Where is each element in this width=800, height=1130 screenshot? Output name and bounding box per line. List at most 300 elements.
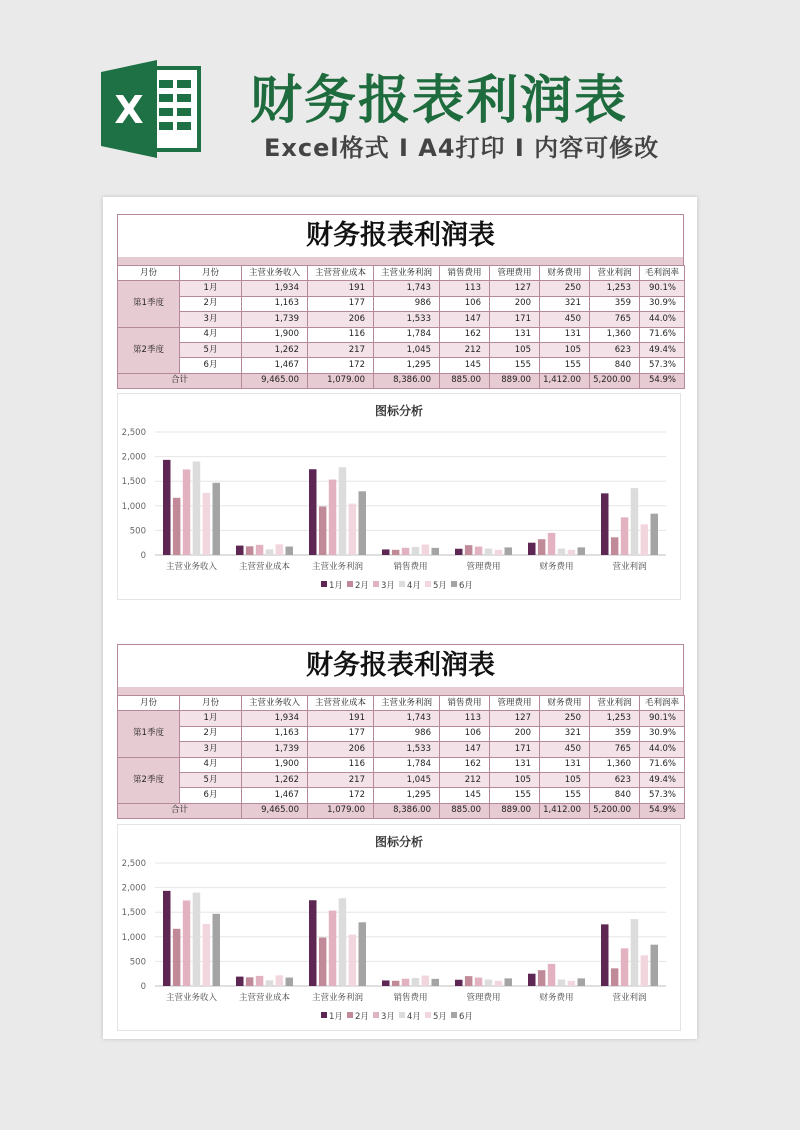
value-cell: 49.4% xyxy=(640,342,685,357)
bar xyxy=(193,462,201,555)
table-row xyxy=(118,327,685,342)
value-cell: 1,360 xyxy=(590,327,640,342)
total-cell: 1,079.00 xyxy=(308,803,374,818)
total-cell: 54.9% xyxy=(640,373,685,388)
total-cell: 889.00 xyxy=(490,803,540,818)
x-tick-label: 财务费用 xyxy=(539,562,574,572)
value-cell: 155 xyxy=(490,788,540,803)
value-cell: 113 xyxy=(440,711,490,726)
chart-title: 图标分析 xyxy=(374,404,424,418)
y-tick-label: 2,500 xyxy=(121,859,146,869)
value-cell: 30.9% xyxy=(640,296,685,311)
bar-chart xyxy=(117,393,681,600)
legend-swatch xyxy=(425,581,431,587)
value-cell: 1,360 xyxy=(590,757,640,772)
bar xyxy=(382,980,390,986)
bar xyxy=(651,945,659,986)
value-cell: 359 xyxy=(590,726,640,741)
table-row xyxy=(118,296,685,311)
bar xyxy=(412,547,420,555)
legend-label: 4月 xyxy=(407,1012,421,1022)
table-row xyxy=(118,281,685,296)
bar xyxy=(455,980,463,986)
bar xyxy=(392,981,400,986)
table-row xyxy=(118,726,685,741)
legend-swatch xyxy=(373,581,379,587)
bar xyxy=(465,976,473,986)
bar xyxy=(475,978,483,986)
value-cell: 172 xyxy=(308,358,374,373)
month-cell: 1月 xyxy=(180,281,242,296)
bar xyxy=(465,545,473,555)
bar xyxy=(578,978,586,986)
bar xyxy=(246,546,254,555)
bar xyxy=(339,898,347,986)
value-cell: 1,163 xyxy=(242,296,308,311)
bar xyxy=(548,533,556,555)
column-header: 主营营业成本 xyxy=(308,266,374,281)
bar xyxy=(621,517,629,555)
header-row xyxy=(118,696,685,711)
value-cell: 116 xyxy=(308,757,374,772)
value-cell: 217 xyxy=(308,342,374,357)
legend-swatch xyxy=(451,581,457,587)
bar xyxy=(538,539,546,555)
month-cell: 2月 xyxy=(180,726,242,741)
bar xyxy=(266,549,274,555)
legend-label: 3月 xyxy=(381,1012,395,1022)
x-tick-label: 营业利润 xyxy=(612,993,647,1003)
legend-swatch xyxy=(347,581,353,587)
y-tick-label: 1,000 xyxy=(121,501,146,512)
bar xyxy=(329,480,337,555)
bar xyxy=(528,543,536,555)
bar xyxy=(183,900,191,986)
column-header: 毛利润率 xyxy=(640,696,685,711)
column-header: 主营营业成本 xyxy=(308,696,374,711)
total-cell: 5,200.00 xyxy=(590,803,640,818)
bar xyxy=(495,981,503,986)
table-row xyxy=(118,711,685,726)
value-cell: 840 xyxy=(590,788,640,803)
header-row xyxy=(118,266,685,281)
month-cell: 3月 xyxy=(180,312,242,327)
table-row xyxy=(118,358,685,373)
table-row xyxy=(118,342,685,357)
value-cell: 172 xyxy=(308,788,374,803)
bar xyxy=(485,549,493,555)
total-cell: 885.00 xyxy=(440,803,490,818)
month-cell: 6月 xyxy=(180,788,242,803)
value-cell: 116 xyxy=(308,327,374,342)
legend-swatch xyxy=(321,1012,327,1018)
value-cell: 105 xyxy=(490,342,540,357)
total-cell: 1,412.00 xyxy=(540,803,590,818)
bar xyxy=(412,978,420,986)
value-cell: 1,045 xyxy=(374,772,440,787)
excel-logo-icon xyxy=(101,60,203,158)
total-cell: 9,465.00 xyxy=(242,373,308,388)
value-cell: 1,253 xyxy=(590,711,640,726)
legend-label: 6月 xyxy=(459,1012,473,1022)
month-cell: 4月 xyxy=(180,757,242,772)
quarter-cell: 第1季度 xyxy=(118,711,180,757)
value-cell: 1,533 xyxy=(374,312,440,327)
value-cell: 147 xyxy=(440,312,490,327)
value-cell: 1,934 xyxy=(242,281,308,296)
value-cell: 131 xyxy=(540,327,590,342)
column-header: 管理费用 xyxy=(490,266,540,281)
bar xyxy=(422,976,430,986)
value-cell: 1,739 xyxy=(242,742,308,757)
value-cell: 206 xyxy=(308,742,374,757)
legend-label: 4月 xyxy=(407,581,421,591)
value-cell: 113 xyxy=(440,281,490,296)
legend-label: 3月 xyxy=(381,581,395,591)
bar xyxy=(485,980,493,986)
bar xyxy=(213,483,221,555)
value-cell: 162 xyxy=(440,757,490,772)
value-cell: 1,934 xyxy=(242,711,308,726)
column-header: 营业利润 xyxy=(590,696,640,711)
value-cell: 1,045 xyxy=(374,342,440,357)
column-header: 营业利润 xyxy=(590,266,640,281)
bar xyxy=(651,514,659,555)
value-cell: 171 xyxy=(490,742,540,757)
value-cell: 200 xyxy=(490,726,540,741)
bar xyxy=(319,937,327,986)
value-cell: 191 xyxy=(308,711,374,726)
y-tick-label: 500 xyxy=(129,526,146,537)
month-cell: 5月 xyxy=(180,342,242,357)
value-cell: 131 xyxy=(490,757,540,772)
value-cell: 90.1% xyxy=(640,281,685,296)
bar xyxy=(505,547,513,555)
value-cell: 217 xyxy=(308,772,374,787)
value-cell: 1,900 xyxy=(242,757,308,772)
sheet-title: 财务报表利润表 xyxy=(117,644,684,687)
table-row xyxy=(118,788,685,803)
table-row xyxy=(118,742,685,757)
value-cell: 765 xyxy=(590,312,640,327)
x-tick-label: 销售费用 xyxy=(393,562,428,572)
value-cell: 57.3% xyxy=(640,788,685,803)
value-cell: 1,900 xyxy=(242,327,308,342)
bar-chart xyxy=(117,824,681,1031)
bar xyxy=(611,968,619,986)
value-cell: 840 xyxy=(590,358,640,373)
x-tick-label: 财务费用 xyxy=(539,993,574,1003)
column-header: 财务费用 xyxy=(540,266,590,281)
column-header: 财务费用 xyxy=(540,696,590,711)
column-header: 管理费用 xyxy=(490,696,540,711)
value-cell: 155 xyxy=(540,358,590,373)
x-tick-label: 主营业务利润 xyxy=(311,993,364,1003)
y-tick-label: 500 xyxy=(129,957,146,968)
total-cell: 9,465.00 xyxy=(242,803,308,818)
value-cell: 177 xyxy=(308,726,374,741)
y-tick-label: 1,500 xyxy=(121,477,146,488)
bar xyxy=(402,979,410,986)
column-header: 月份 xyxy=(118,696,180,711)
x-tick-label: 管理费用 xyxy=(466,993,501,1003)
legend-swatch xyxy=(451,1012,457,1018)
x-tick-label: 销售费用 xyxy=(393,993,428,1003)
value-cell: 71.6% xyxy=(640,757,685,772)
bar xyxy=(432,979,440,986)
bar xyxy=(578,547,586,555)
bar xyxy=(432,548,440,555)
legend-swatch xyxy=(321,581,327,587)
bar xyxy=(505,978,513,986)
value-cell: 450 xyxy=(540,742,590,757)
column-header: 销售费用 xyxy=(440,696,490,711)
value-cell: 191 xyxy=(308,281,374,296)
column-header: 主营业务利润 xyxy=(374,696,440,711)
value-cell: 155 xyxy=(490,358,540,373)
value-cell: 1,262 xyxy=(242,772,308,787)
report-table xyxy=(117,265,685,389)
legend-swatch xyxy=(399,581,405,587)
bar xyxy=(203,493,211,555)
month-cell: 2月 xyxy=(180,296,242,311)
month-cell: 6月 xyxy=(180,358,242,373)
value-cell: 986 xyxy=(374,296,440,311)
quarter-cell: 第2季度 xyxy=(118,327,180,373)
bar xyxy=(246,977,254,986)
column-header: 月份 xyxy=(118,266,180,281)
value-cell: 145 xyxy=(440,358,490,373)
value-cell: 127 xyxy=(490,711,540,726)
bar xyxy=(173,929,181,986)
value-cell: 986 xyxy=(374,726,440,741)
total-cell: 8,386.00 xyxy=(374,373,440,388)
quarter-cell: 第2季度 xyxy=(118,757,180,803)
bar xyxy=(601,924,609,986)
value-cell: 105 xyxy=(490,772,540,787)
y-tick-label: 2,000 xyxy=(121,452,146,463)
value-cell: 321 xyxy=(540,296,590,311)
table-row xyxy=(118,757,685,772)
value-cell: 162 xyxy=(440,327,490,342)
value-cell: 106 xyxy=(440,296,490,311)
legend-swatch xyxy=(425,1012,431,1018)
bar xyxy=(359,922,367,986)
value-cell: 1,784 xyxy=(374,327,440,342)
bar xyxy=(475,547,483,555)
title-strip xyxy=(117,257,684,265)
bar xyxy=(641,524,649,555)
sheet-title: 财务报表利润表 xyxy=(117,214,684,257)
value-cell: 44.0% xyxy=(640,742,685,757)
bar xyxy=(538,970,546,986)
x-tick-label: 主营业务收入 xyxy=(165,993,218,1003)
bar xyxy=(558,549,566,555)
bar xyxy=(631,488,639,555)
total-label: 合计 xyxy=(118,373,242,388)
x-tick-label: 主营营业成本 xyxy=(238,993,291,1003)
total-cell: 5,200.00 xyxy=(590,373,640,388)
bar xyxy=(558,980,566,986)
bar xyxy=(286,547,294,555)
value-cell: 1,467 xyxy=(242,358,308,373)
bar xyxy=(349,504,357,555)
bar xyxy=(163,460,171,555)
value-cell: 200 xyxy=(490,296,540,311)
value-cell: 155 xyxy=(540,788,590,803)
month-cell: 4月 xyxy=(180,327,242,342)
legend-label: 6月 xyxy=(459,581,473,591)
legend-label: 1月 xyxy=(329,581,343,591)
bar xyxy=(213,914,221,986)
value-cell: 131 xyxy=(540,757,590,772)
legend-label: 2月 xyxy=(355,1012,369,1022)
bar xyxy=(203,924,211,986)
x-tick-label: 主营业务利润 xyxy=(311,562,364,572)
y-tick-label: 1,000 xyxy=(121,932,146,943)
value-cell: 623 xyxy=(590,772,640,787)
column-header: 月份 xyxy=(180,696,242,711)
value-cell: 321 xyxy=(540,726,590,741)
bar xyxy=(349,935,357,986)
column-header: 主营业务利润 xyxy=(374,266,440,281)
chart-title: 图标分析 xyxy=(374,835,424,849)
report-sheet xyxy=(117,644,684,819)
bar xyxy=(266,980,274,986)
total-row xyxy=(118,373,685,388)
bar xyxy=(286,978,294,986)
value-cell: 1,295 xyxy=(374,358,440,373)
legend-swatch xyxy=(373,1012,379,1018)
value-cell: 1,253 xyxy=(590,281,640,296)
bar xyxy=(392,550,400,555)
total-cell: 889.00 xyxy=(490,373,540,388)
bar xyxy=(601,493,609,555)
bar xyxy=(276,544,284,555)
bar xyxy=(309,900,317,986)
total-label: 合计 xyxy=(118,803,242,818)
month-cell: 5月 xyxy=(180,772,242,787)
legend-label: 5月 xyxy=(433,581,447,591)
bar xyxy=(641,955,649,986)
y-tick-label: 0 xyxy=(140,982,146,992)
x-tick-label: 主营营业成本 xyxy=(238,562,291,572)
bar xyxy=(528,974,536,986)
value-cell: 57.3% xyxy=(640,358,685,373)
x-tick-label: 管理费用 xyxy=(466,562,501,572)
value-cell: 1,262 xyxy=(242,342,308,357)
quarter-cell: 第1季度 xyxy=(118,281,180,327)
value-cell: 212 xyxy=(440,772,490,787)
value-cell: 1,467 xyxy=(242,788,308,803)
bar xyxy=(359,491,367,555)
bar xyxy=(183,469,191,555)
value-cell: 1,739 xyxy=(242,312,308,327)
bar xyxy=(163,891,171,986)
y-tick-label: 2,000 xyxy=(121,883,146,894)
bar xyxy=(568,550,576,555)
value-cell: 1,784 xyxy=(374,757,440,772)
legend-swatch xyxy=(347,1012,353,1018)
bar xyxy=(173,498,181,555)
value-cell: 250 xyxy=(540,281,590,296)
value-cell: 212 xyxy=(440,342,490,357)
table-row xyxy=(118,312,685,327)
value-cell: 147 xyxy=(440,742,490,757)
report-table xyxy=(117,695,685,819)
value-cell: 1,163 xyxy=(242,726,308,741)
bar xyxy=(631,919,639,986)
total-cell: 885.00 xyxy=(440,373,490,388)
value-cell: 105 xyxy=(540,772,590,787)
legend-label: 5月 xyxy=(433,1012,447,1022)
value-cell: 44.0% xyxy=(640,312,685,327)
total-cell: 1,412.00 xyxy=(540,373,590,388)
bar xyxy=(339,467,347,555)
page-title: 财务报表利润表 xyxy=(250,71,629,131)
legend-swatch xyxy=(399,1012,405,1018)
bar xyxy=(621,948,629,986)
report-sheet xyxy=(117,214,684,389)
value-cell: 90.1% xyxy=(640,711,685,726)
value-cell: 1,743 xyxy=(374,281,440,296)
page-subtitle: Excel格式 I A4打印 I 内容可修改 xyxy=(264,134,660,162)
bar xyxy=(422,545,430,555)
value-cell: 1,533 xyxy=(374,742,440,757)
value-cell: 49.4% xyxy=(640,772,685,787)
y-tick-label: 0 xyxy=(140,551,146,561)
value-cell: 30.9% xyxy=(640,726,685,741)
x-tick-label: 主营业务收入 xyxy=(165,562,218,572)
bar xyxy=(329,911,337,986)
value-cell: 145 xyxy=(440,788,490,803)
total-cell: 54.9% xyxy=(640,803,685,818)
value-cell: 450 xyxy=(540,312,590,327)
value-cell: 765 xyxy=(590,742,640,757)
month-cell: 1月 xyxy=(180,711,242,726)
value-cell: 105 xyxy=(540,342,590,357)
column-header: 毛利润率 xyxy=(640,266,685,281)
bar xyxy=(193,893,201,986)
legend-label: 2月 xyxy=(355,581,369,591)
bar xyxy=(256,976,263,986)
value-cell: 106 xyxy=(440,726,490,741)
value-cell: 127 xyxy=(490,281,540,296)
bar xyxy=(455,549,463,555)
total-cell: 1,079.00 xyxy=(308,373,374,388)
bar xyxy=(495,550,503,555)
value-cell: 359 xyxy=(590,296,640,311)
bar xyxy=(256,545,263,555)
bar xyxy=(611,537,619,555)
total-row xyxy=(118,803,685,818)
column-header: 销售费用 xyxy=(440,266,490,281)
value-cell: 131 xyxy=(490,327,540,342)
column-header: 月份 xyxy=(180,266,242,281)
bar xyxy=(402,548,410,555)
logo-letter: X xyxy=(114,88,144,132)
month-cell: 3月 xyxy=(180,742,242,757)
column-header: 主营业务收入 xyxy=(242,266,308,281)
y-tick-label: 1,500 xyxy=(121,908,146,919)
bar xyxy=(236,977,244,986)
bar xyxy=(548,964,556,986)
y-tick-label: 2,500 xyxy=(121,428,146,438)
bar xyxy=(568,981,576,986)
value-cell: 1,295 xyxy=(374,788,440,803)
value-cell: 206 xyxy=(308,312,374,327)
bar xyxy=(382,549,390,555)
